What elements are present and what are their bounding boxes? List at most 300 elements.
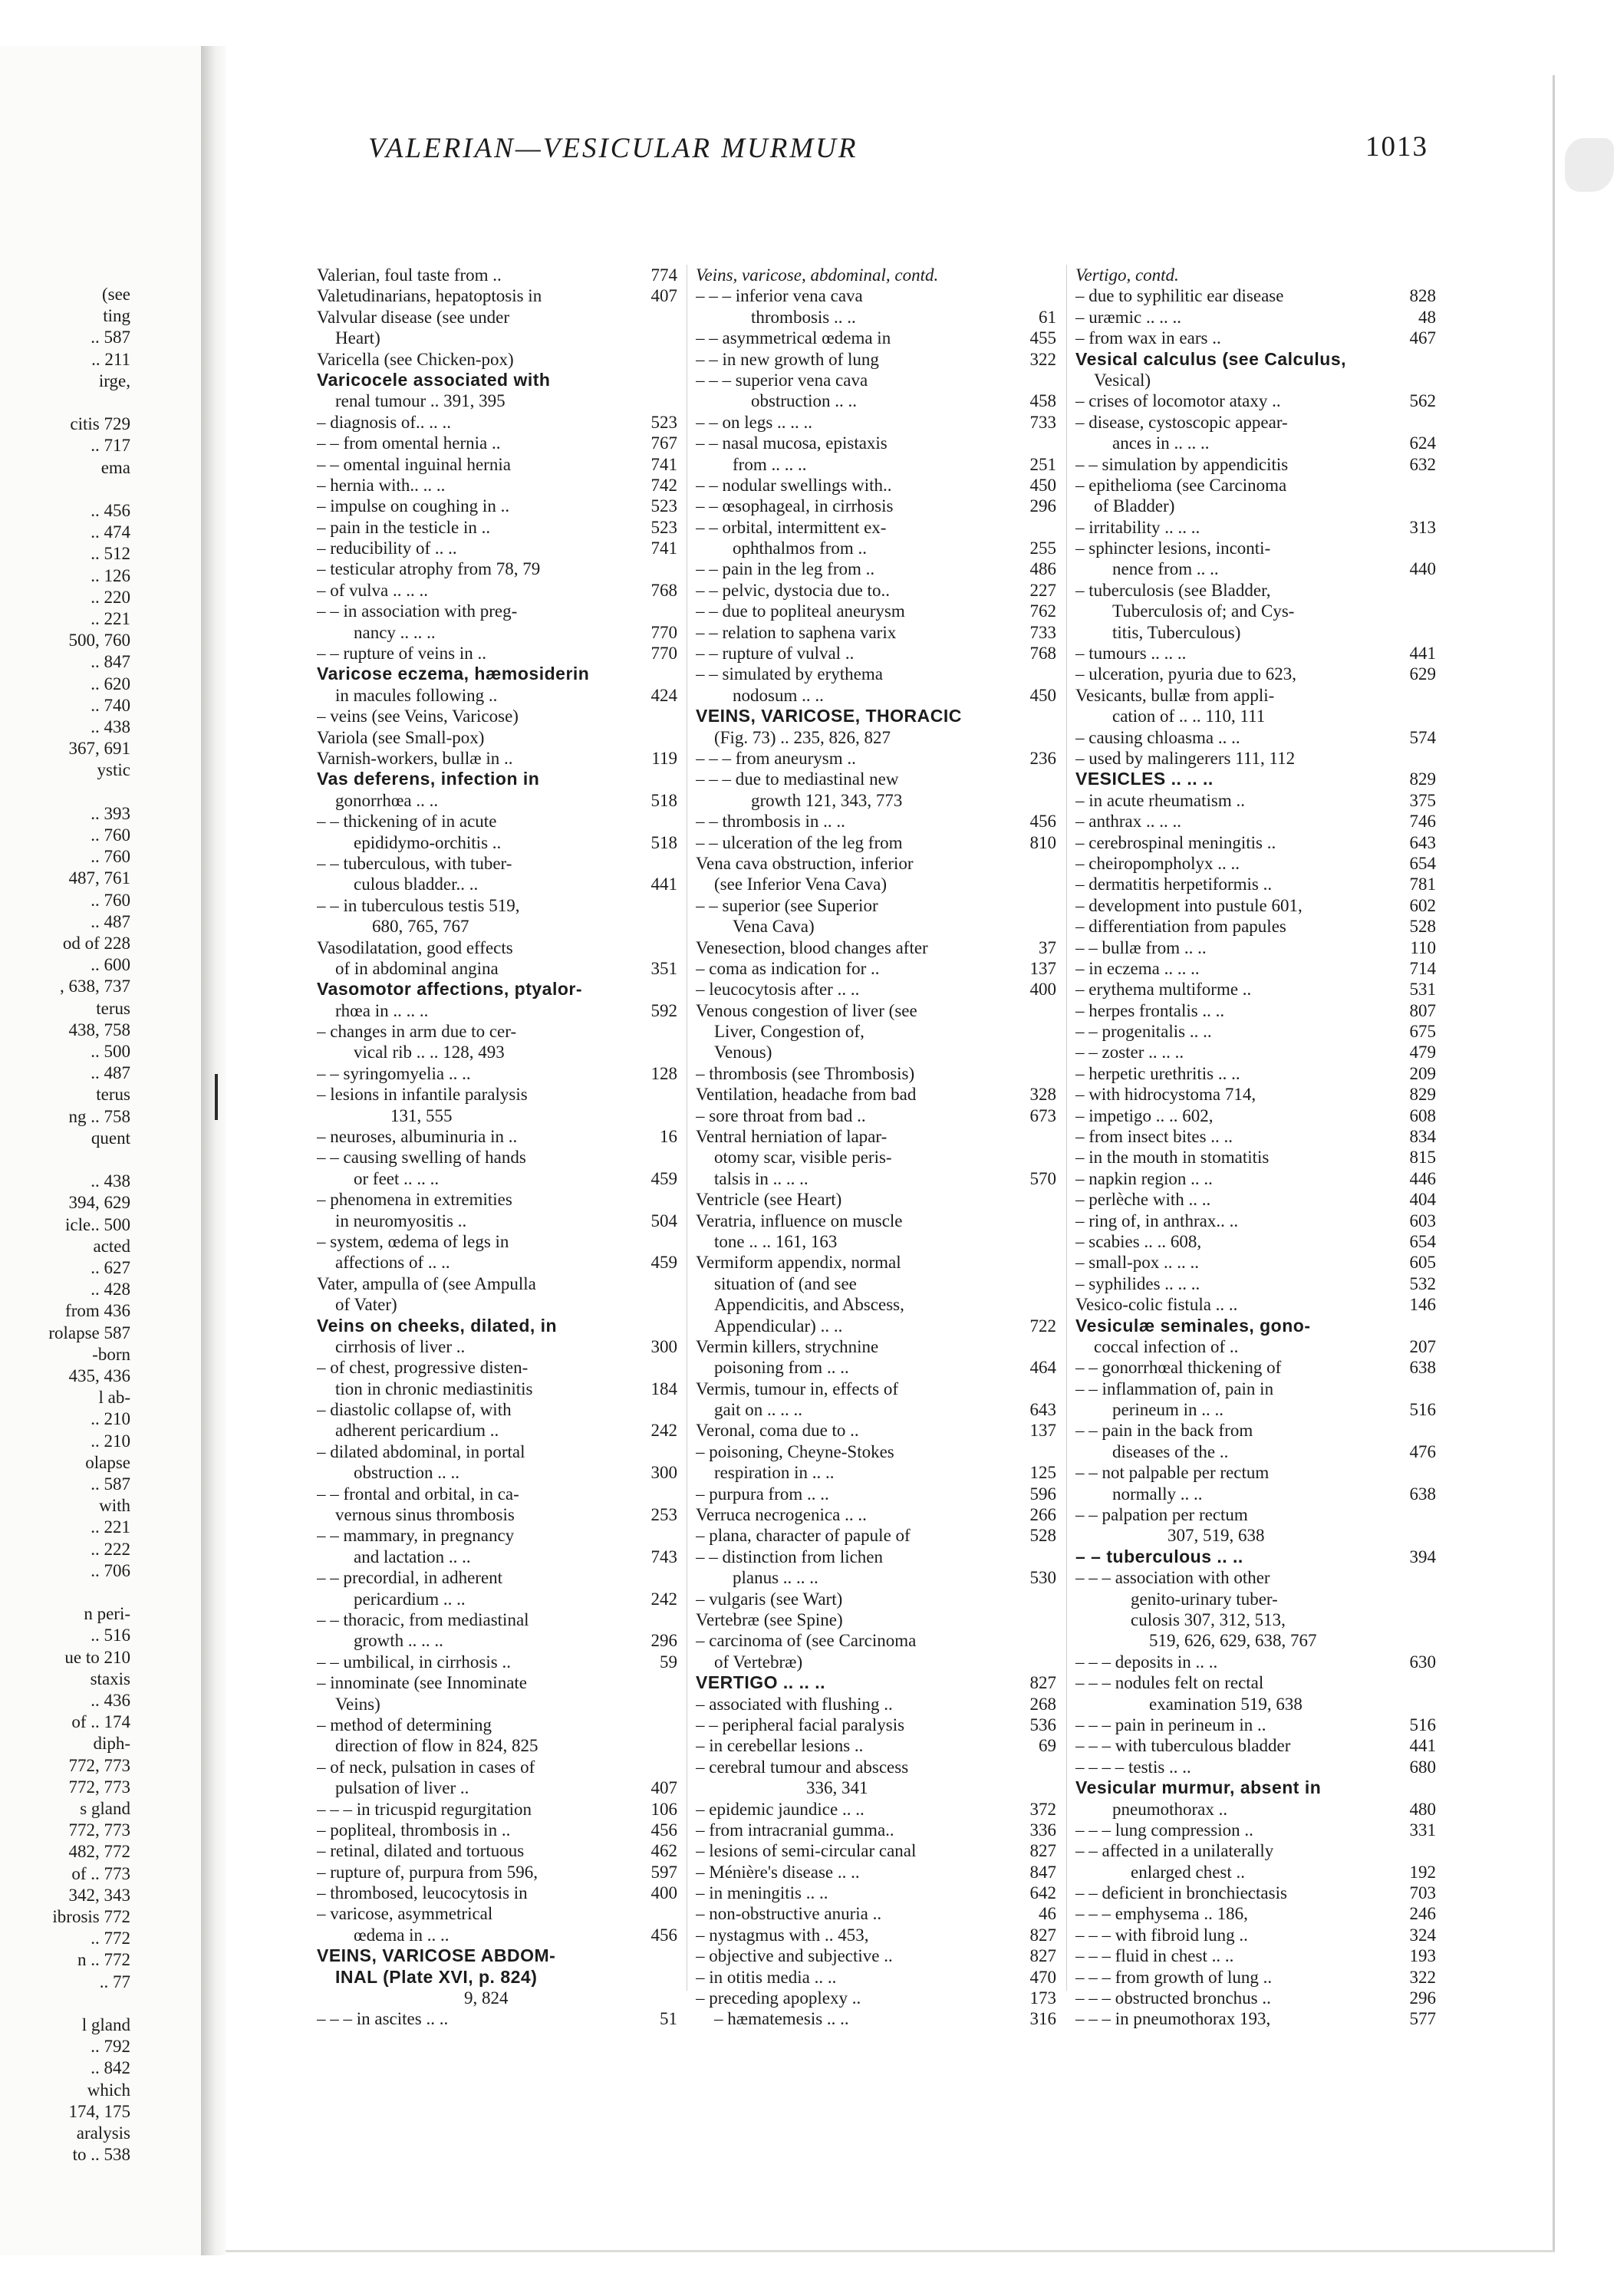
entry-page-ref: 592 [650, 1000, 677, 1020]
entry-text: genito-urinary tuber- [1131, 1589, 1278, 1609]
index-entry [317, 937, 677, 958]
fragment-line: .. 211 [91, 349, 130, 369]
index-entry [696, 285, 1056, 306]
entry-page-ref: 110 [1410, 937, 1436, 957]
entry-text: poisoning from .. .. [714, 1358, 849, 1378]
entry-page-ref: 827 [1029, 1673, 1056, 1693]
entry-page-ref: 470 [1029, 1967, 1056, 1987]
entry-text: – – – in pneumothorax 193, [1075, 2009, 1271, 2029]
index-entry [317, 1777, 677, 1798]
fragment-line: .. 587 [91, 328, 130, 348]
entry-page-ref: 531 [1409, 980, 1436, 1000]
index-entry [1075, 832, 1436, 853]
index-entry [317, 832, 677, 853]
index-heading [696, 1672, 1056, 1693]
entry-text: – changes in arm due to cer- [317, 1022, 517, 1042]
fragment-line: .. 847 [91, 652, 130, 672]
index-entry [317, 1084, 677, 1105]
index-entry [696, 1883, 1056, 1903]
entry-text: Tuberculosis of; and Cys- [1112, 601, 1295, 621]
entry-page-ref: 251 [1029, 454, 1056, 474]
entry-text: – anthrax .. .. .. [1075, 812, 1181, 832]
index-entry [1075, 1336, 1436, 1357]
entry-text: – small-pox .. .. .. [1075, 1253, 1199, 1273]
index-entry [1075, 685, 1436, 706]
entry-text: adherent pericardium .. [335, 1421, 499, 1441]
entry-page-ref: 603 [1409, 1211, 1436, 1230]
entry-page-ref: 516 [1409, 1400, 1436, 1420]
entry-text: – plana, character of papule of [696, 1526, 911, 1546]
index-entry [1075, 1126, 1436, 1147]
entry-text: rhœa in .. .. .. [335, 1000, 429, 1020]
entry-text: gonorrhœa .. .. [335, 790, 439, 810]
index-entry [696, 1525, 1056, 1546]
fragment-line: .. 772 [91, 1929, 130, 1948]
index-entry [317, 895, 677, 916]
fragment-line: ema [100, 457, 130, 477]
index-entry [696, 1441, 1056, 1462]
entry-page-ref: 768 [650, 580, 677, 600]
entry-text: – with hidrocystoma 714, [1075, 1085, 1256, 1105]
index-entry [317, 433, 677, 453]
entry-text: pneumothorax .. [1112, 1799, 1228, 1819]
entry-page-ref: 523 [650, 517, 677, 537]
entry-text: – crises of locomotor ataxy .. [1075, 391, 1281, 411]
entry-page-ref: 137 [1029, 1421, 1056, 1441]
fragment-line: terus [96, 998, 130, 1018]
index-entry [696, 1462, 1056, 1483]
fragment-line: .. 220 [91, 587, 130, 607]
index-entry [1075, 1630, 1436, 1651]
entry-text: – – tuberculous, with tuber- [317, 853, 512, 873]
page-number: 1013 [1365, 131, 1428, 163]
entry-text: – erythema multiforme .. [1075, 980, 1252, 1000]
entry-page-ref: 768 [1029, 644, 1056, 664]
entry-text: 680, 765, 767 [372, 917, 469, 937]
index-entry [1075, 727, 1436, 748]
entry-text: – associated with flushing .. [696, 1694, 893, 1714]
fragment-line: of .. 174 [71, 1712, 130, 1732]
index-entry [1075, 1652, 1436, 1672]
entry-text: and lactation .. .. [354, 1547, 471, 1566]
index-entry [696, 1357, 1056, 1378]
entry-text: – rupture of, purpura from 596, [317, 1862, 538, 1882]
index-entry [696, 2008, 1056, 2029]
index-entry [1075, 1294, 1436, 1315]
entry-page-ref: 528 [1029, 1526, 1056, 1546]
fragment-line: 772, 773 [68, 1777, 130, 1797]
fragment-line: .. 512 [91, 544, 130, 564]
entry-text: Venous congestion of liver (see [696, 1000, 917, 1020]
entry-text: – – in tuberculous testis 519, [317, 895, 520, 915]
index-entry [1075, 1862, 1436, 1883]
entry-text: nence from .. .. [1112, 559, 1219, 579]
entry-text: Vesical) [1094, 370, 1151, 390]
entry-page-ref: 456 [650, 1820, 677, 1840]
entry-page-ref: 605 [1409, 1253, 1436, 1273]
entry-text: ophthalmos from .. [733, 539, 868, 558]
fragment-line: of .. 773 [71, 1863, 130, 1883]
entry-text: Valetudinarians, hepatoptosis in [317, 286, 542, 306]
index-entry [317, 412, 677, 433]
index-entry [696, 307, 1056, 328]
entry-text: – – – in tricuspid regurgitation [317, 1799, 532, 1819]
index-entry [317, 307, 677, 328]
entry-page-ref: 722 [1029, 1316, 1056, 1336]
fragment-line [0, 1993, 130, 2014]
entry-page-ref: 69 [1039, 1736, 1056, 1756]
entry-page-ref: 834 [1409, 1127, 1436, 1147]
entry-page-ref: 227 [1029, 580, 1056, 600]
index-entry [1075, 1484, 1436, 1504]
index-entry [1075, 285, 1436, 306]
entry-text: – development into pustule 601, [1075, 895, 1302, 915]
entry-text: – – pain in the back from [1075, 1421, 1253, 1441]
entry-text: – – due to popliteal aneurysm [696, 601, 905, 621]
entry-text: – – superior (see Superior [696, 895, 878, 915]
entry-text: – lesions of semi-circular canal [696, 1841, 917, 1861]
fragment-line: .. 393 [91, 803, 130, 823]
entry-page-ref: 372 [1029, 1799, 1056, 1819]
entry-text: of Vater) [335, 1295, 397, 1315]
entry-text: or feet .. .. .. [354, 1168, 440, 1188]
entry-text: from .. .. .. [733, 454, 807, 474]
entry-page-ref: 815 [1409, 1148, 1436, 1168]
index-entry [317, 1379, 677, 1399]
entry-page-ref: 458 [1029, 391, 1056, 411]
index-entry [317, 1231, 677, 1252]
entry-text: – – – – testis .. .. [1075, 1757, 1191, 1777]
fragment-line: .. 77 [99, 1972, 130, 1991]
fragment-line: .. 760 [91, 890, 130, 910]
fragment-line: 367, 691 [68, 739, 130, 759]
index-entry [317, 1840, 677, 1861]
fragment-line: .. 842 [91, 2058, 130, 2078]
entry-page-ref: 630 [1409, 1652, 1436, 1672]
index-entry [696, 601, 1056, 621]
entry-text: affections of .. .. [335, 1253, 450, 1273]
entry-text: – – thrombosis in .. .. [696, 812, 845, 832]
entry-text: Appendicular) .. .. [714, 1316, 843, 1336]
index-entry [696, 790, 1056, 811]
entry-page-ref: 638 [1409, 1358, 1436, 1378]
entry-text: enlarged chest .. [1131, 1862, 1246, 1882]
index-entry [696, 622, 1056, 643]
entry-page-ref: 577 [1409, 2009, 1436, 2029]
entry-text: growth 121, 343, 773 [751, 790, 903, 810]
entry-page-ref: 746 [1409, 812, 1436, 832]
index-entry [317, 1925, 677, 1945]
index-heading [1075, 1316, 1436, 1336]
index-entry [317, 558, 677, 579]
entry-page-ref: 209 [1409, 1063, 1436, 1083]
index-entry [1075, 853, 1436, 874]
fragment-line: .. 126 [91, 565, 130, 585]
entry-text: – carcinoma of (see Carcinoma [696, 1631, 917, 1651]
entry-page-ref: 518 [650, 790, 677, 810]
index-entry [317, 1168, 677, 1189]
index-entry [1075, 1925, 1436, 1945]
entry-page-ref: 680 [1409, 1757, 1436, 1777]
entry-text: Vermin killers, strychnine [696, 1336, 879, 1356]
index-heading [317, 370, 677, 390]
index-entry [696, 265, 1056, 285]
entry-text: – – umbilical, in cirrhosis .. [317, 1652, 511, 1672]
index-entry [696, 1777, 1056, 1798]
index-entry [1075, 622, 1436, 643]
entry-page-ref: 51 [660, 2009, 677, 2029]
fragment-line: n .. 772 [77, 1950, 130, 1970]
index-entry [317, 1000, 677, 1021]
index-entry [317, 1336, 677, 1357]
index-entry [1075, 328, 1436, 348]
fragment-line: .. 706 [91, 1560, 130, 1580]
entry-page-ref: 536 [1029, 1715, 1056, 1734]
entry-page-ref: 336 [1029, 1820, 1056, 1840]
index-entry [1075, 1399, 1436, 1420]
entry-text: of Vertebræ) [714, 1652, 803, 1672]
index-entry [696, 1379, 1056, 1399]
index-entry [1075, 1042, 1436, 1062]
index-entry [1075, 937, 1436, 958]
entry-text: 519, 626, 629, 638, 767 [1149, 1631, 1317, 1651]
entry-text: – hæmatemesis .. .. [714, 2009, 849, 2029]
entry-text: 307, 519, 638 [1167, 1526, 1265, 1546]
index-entry [1075, 874, 1436, 894]
entry-page-ref: 462 [650, 1841, 677, 1861]
index-entry [1075, 1357, 1436, 1378]
fragment-line: rolapse 587 [48, 1323, 130, 1342]
entry-text: – – not palpable per rectum [1075, 1463, 1270, 1483]
index-column-1 [317, 265, 677, 2029]
entry-text: – popliteal, thrombosis in .. [317, 1820, 511, 1840]
entry-text: – used by malingerers 111, 112 [1075, 748, 1296, 768]
index-heading [317, 769, 677, 789]
index-entry [1075, 1147, 1436, 1168]
entry-text: – in the mouth in stomatitis [1075, 1148, 1270, 1168]
entry-text: – reducibility of .. .. [317, 539, 457, 558]
entry-text: – impulse on coughing in .. [317, 496, 510, 516]
index-entry [317, 811, 677, 832]
entry-text: – phenomena in extremities [317, 1190, 512, 1210]
index-entry [317, 1903, 677, 1924]
index-entry [696, 1399, 1056, 1420]
index-entry [317, 685, 677, 706]
entry-text: nodosum .. .. [733, 685, 824, 705]
index-entry [696, 1105, 1056, 1126]
entry-page-ref: 328 [1029, 1085, 1056, 1105]
entry-page-ref: 480 [1409, 1799, 1436, 1819]
entry-text: – – thickening of in acute [317, 812, 497, 832]
entry-page-ref: 827 [1029, 1925, 1056, 1945]
entry-text: – – nodular swellings with.. [696, 475, 892, 495]
index-entry [317, 1063, 677, 1084]
entry-text: – perlèche with .. .. [1075, 1190, 1211, 1210]
entry-text: – – – fluid in chest .. .. [1075, 1946, 1234, 1966]
index-column-3 [1075, 265, 1436, 2029]
entry-text: – in acute rheumatism .. [1075, 790, 1245, 810]
entry-text: – system, œdema of legs in [317, 1231, 509, 1251]
entry-page-ref: 300 [650, 1463, 677, 1483]
index-entry [696, 1231, 1056, 1252]
entry-page-ref: 770 [650, 622, 677, 642]
fragment-line: .. 792 [91, 2037, 130, 2057]
entry-text: – – zoster .. .. .. [1075, 1043, 1184, 1062]
index-heading [317, 1945, 677, 1966]
entry-text: – – – deposits in .. .. [1075, 1652, 1218, 1672]
entry-text: – from wax in ears .. [1075, 328, 1221, 348]
entry-text: Vena Cava) [733, 917, 815, 937]
fragment-line: .. 487 [91, 911, 130, 931]
index-entry [317, 1484, 677, 1504]
entry-text: – – – association with other [1075, 1568, 1270, 1588]
index-entry [317, 1441, 677, 1462]
fragment-line [0, 1582, 130, 1603]
index-entry [1075, 664, 1436, 684]
entry-text: of in abdominal angina [335, 958, 499, 978]
entry-text: – leucocytosis after .. .. [696, 980, 860, 1000]
entry-page-ref: 404 [1409, 1190, 1436, 1210]
entry-text: talsis in .. .. .. [714, 1168, 808, 1188]
entry-page-ref: 643 [1409, 832, 1436, 852]
entry-text: – innominate (see Innominate [317, 1673, 528, 1693]
entry-page-ref: 516 [1409, 1715, 1436, 1734]
book-gutter [201, 46, 226, 2255]
entry-text: – – asymmetrical œdema in [696, 328, 891, 348]
entry-text: – poisoning, Cheyne-Stokes [696, 1441, 894, 1461]
entry-page-ref: 324 [1409, 1925, 1436, 1945]
fragment-line: .. 487 [91, 1063, 130, 1083]
index-entry [696, 1021, 1056, 1042]
fragment-line: with [99, 1496, 130, 1516]
entry-text: 9, 824 [464, 1988, 509, 2008]
entry-page-ref: 394 [1409, 1547, 1436, 1566]
index-entry [1075, 916, 1436, 937]
index-entry [696, 937, 1056, 958]
fragment-line [0, 392, 130, 413]
index-entry [1075, 412, 1436, 433]
fragment-line: to .. 538 [72, 2145, 130, 2165]
entry-page-ref: 638 [1409, 1484, 1436, 1504]
entry-text: Vermiform appendix, normal [696, 1253, 901, 1273]
entry-text: – – orbital, intermittent ex- [696, 517, 887, 537]
entry-text: – – – inferior vena cava [696, 286, 863, 306]
entry-page-ref: 781 [1409, 875, 1436, 894]
index-entry [696, 1925, 1056, 1945]
index-entry [696, 370, 1056, 390]
entry-text: Vasodilatation, good effects [317, 937, 513, 957]
index-entry [1075, 558, 1436, 579]
entry-page-ref: 266 [1029, 1505, 1056, 1525]
index-entry [317, 1211, 677, 1231]
index-entry [1075, 1021, 1436, 1042]
fragment-line: terus [96, 1085, 130, 1105]
fragment-line: , 638, 737 [60, 977, 130, 996]
index-entry [1075, 811, 1436, 832]
index-entry [1075, 1504, 1436, 1525]
entry-page-ref: 733 [1029, 622, 1056, 642]
entry-text: – retinal, dilated and tortuous [317, 1841, 525, 1861]
index-entry [1075, 580, 1436, 601]
index-heading [1075, 769, 1436, 789]
index-entry [1075, 790, 1436, 811]
index-entry [696, 1420, 1056, 1441]
index-entry [1075, 496, 1436, 516]
fragment-line: .. 221 [91, 609, 130, 628]
index-entry [317, 1799, 677, 1820]
entry-text: – from insect bites .. .. [1075, 1127, 1233, 1147]
index-entry [696, 748, 1056, 769]
fragment-line: .. 210 [91, 1409, 130, 1429]
entry-text: – – distinction from lichen [696, 1547, 884, 1566]
index-entry [696, 664, 1056, 684]
entry-text: thrombosis .. .. [751, 307, 856, 327]
entry-text: 336, 341 [806, 1778, 868, 1798]
entry-page-ref: 450 [1029, 475, 1056, 495]
index-entry [317, 475, 677, 496]
entry-text: – – pelvic, dystocia due to.. [696, 580, 890, 600]
entry-page-ref: 331 [1409, 1820, 1436, 1840]
fragment-line: .. 600 [91, 955, 130, 975]
entry-text: – in eczema .. .. .. [1075, 958, 1200, 978]
index-entry [696, 832, 1056, 853]
fragment-line: .. 760 [91, 825, 130, 845]
entry-text: situation of (and see [714, 1273, 857, 1293]
entry-text: diseases of the .. [1112, 1441, 1229, 1461]
index-entry [1075, 1211, 1436, 1231]
entry-text: Vas deferens, infection in [317, 769, 540, 789]
index-entry [317, 1105, 677, 1126]
entry-text: – syphilides .. .. .. [1075, 1273, 1200, 1293]
entry-text: Heart) [335, 328, 380, 348]
entry-text: – – – emphysema .. 186, [1075, 1904, 1248, 1924]
index-entry [1075, 1672, 1436, 1693]
entry-text: cirrhosis of liver .. [335, 1336, 466, 1356]
entry-text: – – inflammation of, pain in [1075, 1379, 1274, 1398]
entry-page-ref: 762 [1029, 601, 1056, 621]
entry-page-ref: 296 [650, 1631, 677, 1651]
index-entry [696, 1547, 1056, 1567]
entry-text: – – in new growth of lung [696, 349, 879, 369]
index-entry [317, 1021, 677, 1042]
index-entry [696, 685, 1056, 706]
index-entry [696, 1757, 1056, 1777]
index-entry [696, 433, 1056, 453]
fragment-line: quent [91, 1128, 130, 1148]
index-entry [696, 1862, 1056, 1883]
entry-text: Veins) [335, 1694, 380, 1714]
index-entry [696, 1189, 1056, 1210]
index-entry [1075, 1715, 1436, 1735]
entry-text: – irritability .. .. .. [1075, 517, 1200, 537]
index-entry [317, 1609, 677, 1630]
index-entry [1075, 706, 1436, 726]
entry-text: Vermis, tumour in, effects of [696, 1379, 899, 1398]
entry-page-ref: 602 [1409, 895, 1436, 915]
index-entry [696, 1567, 1056, 1588]
index-entry [696, 1042, 1056, 1062]
entry-page-ref: 829 [1409, 769, 1436, 789]
index-entry [317, 390, 677, 411]
entry-page-ref: 456 [1029, 812, 1056, 832]
entry-page-ref: 654 [1409, 1231, 1436, 1251]
index-entry [1075, 1462, 1436, 1483]
index-entry [696, 1715, 1056, 1735]
entry-text: – – rupture of vulval .. [696, 644, 855, 664]
entry-text: cation of .. .. 110, 111 [1112, 707, 1266, 726]
entry-text: otomy scar, visible peris- [714, 1148, 892, 1168]
entry-page-ref: 703 [1409, 1883, 1436, 1903]
